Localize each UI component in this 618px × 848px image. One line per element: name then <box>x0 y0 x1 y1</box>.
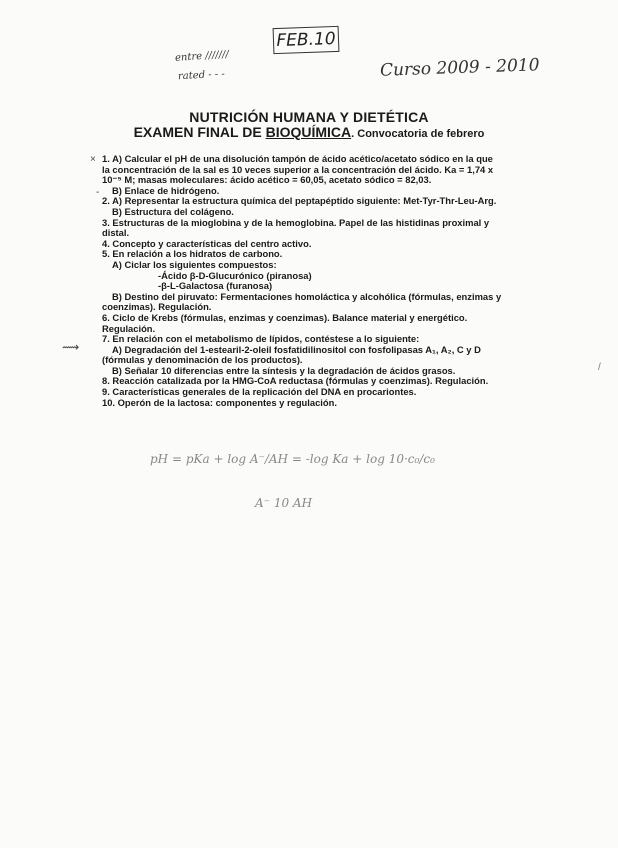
question-line: 9. Características generales de la replicación del DNA en procariontes. <box>102 386 417 398</box>
question-line: -Ácido β-D-Glucurónico (piranosa) <box>158 269 312 281</box>
exam-title-prefix: EXAMEN FINAL DE <box>133 124 266 140</box>
question-line: coenzimas). Regulación. <box>102 301 212 313</box>
question-line: A) Degradación del 1-estearil-2-oleil fosfatidilinositol con fosfolipasas A₁, A₂, C y D <box>112 343 481 355</box>
question-line: B) Enlace de hidrógeno. <box>112 184 220 196</box>
question-line: 4. Concepto y características del centro activo. <box>102 237 312 249</box>
question-line: 1. A) Calcular el pH de una disolución tampón de ácido acético/acetato sódico en la que <box>102 153 493 164</box>
question-line: B) Destino del piruvato: Fermentaciones homoláctica y alcohólica (fórmulas, enzimas y <box>112 290 502 302</box>
question-line: 10. Operón de la lactosa: componentes y regulación. <box>102 396 337 408</box>
exam-title <box>0 124 618 140</box>
arrow-mark: ⟿ <box>62 340 80 354</box>
question-line: 8. Reacción catalizada por la HMG-CoA reductasa (fórmulas y coenzimas). Regulación. <box>102 375 489 387</box>
handwritten-equation: pH = pKa + log A⁻/AH = -log Ka + log 10·c₀/c₀ <box>150 452 435 466</box>
question-line: 10⁻⁵ M; masas moleculares: ácido acético = 60,05, acetato sódico = 82,03. <box>102 174 432 186</box>
question-line: 2. A) Representar la estructura química del peptapéptido siguiente: Met-Tyr-Thr-Leu-Arg. <box>102 195 497 207</box>
margin-note-2: rated - - - <box>177 68 226 83</box>
questions-list <box>102 154 512 408</box>
handwritten-year: Curso 2009 - 2010 <box>379 55 540 81</box>
margin-note-1: entre /////// <box>174 49 230 64</box>
check-mark: - <box>96 187 100 198</box>
exam-call: . Convocatoria de febrero <box>351 128 485 140</box>
question-line: 3. Estructuras de la mioglobina y de la hemoglobina. Papel de las histidinas proximal y <box>102 216 490 228</box>
handwritten-note: A⁻ 10 AH <box>255 496 313 510</box>
question-line: 5. En relación a los hidratos de carbono. <box>102 248 283 260</box>
question-line: 6. Ciclo de Krebs (fórmulas, enzimas y coenzimas). Balance material y energético. <box>102 311 468 323</box>
question-line: Regulación. <box>102 322 156 334</box>
check-mark: × <box>90 154 96 165</box>
date-box: FEB.10 <box>273 26 340 54</box>
question-line: B) Señalar 10 diferencias entre la síntesis y la degradación de ácidos grasos. <box>112 364 456 376</box>
stray-mark: / <box>598 362 601 373</box>
exam-subject: BIOQUÍMICA <box>265 124 352 140</box>
question-line: B) Estructura del colágeno. <box>112 205 234 217</box>
question-line: (fórmulas y denominación de los productos). <box>102 354 303 366</box>
question-line: -β-L-Galactosa (furanosa) <box>158 280 273 292</box>
question-line: la concentración de la sal es 10 veces superior a la concentración del ácido. Ka = 1,74 x <box>102 163 494 175</box>
question-line: A) Ciclar los siguientes compuestos: <box>112 258 277 270</box>
course-title: NUTRICIÓN HUMANA Y DIETÉTICA <box>189 109 429 125</box>
question-line: distal. <box>102 227 130 239</box>
question-line: 7. En relación con el metabolismo de lípidos, contéstese a lo siguiente: <box>102 333 420 345</box>
